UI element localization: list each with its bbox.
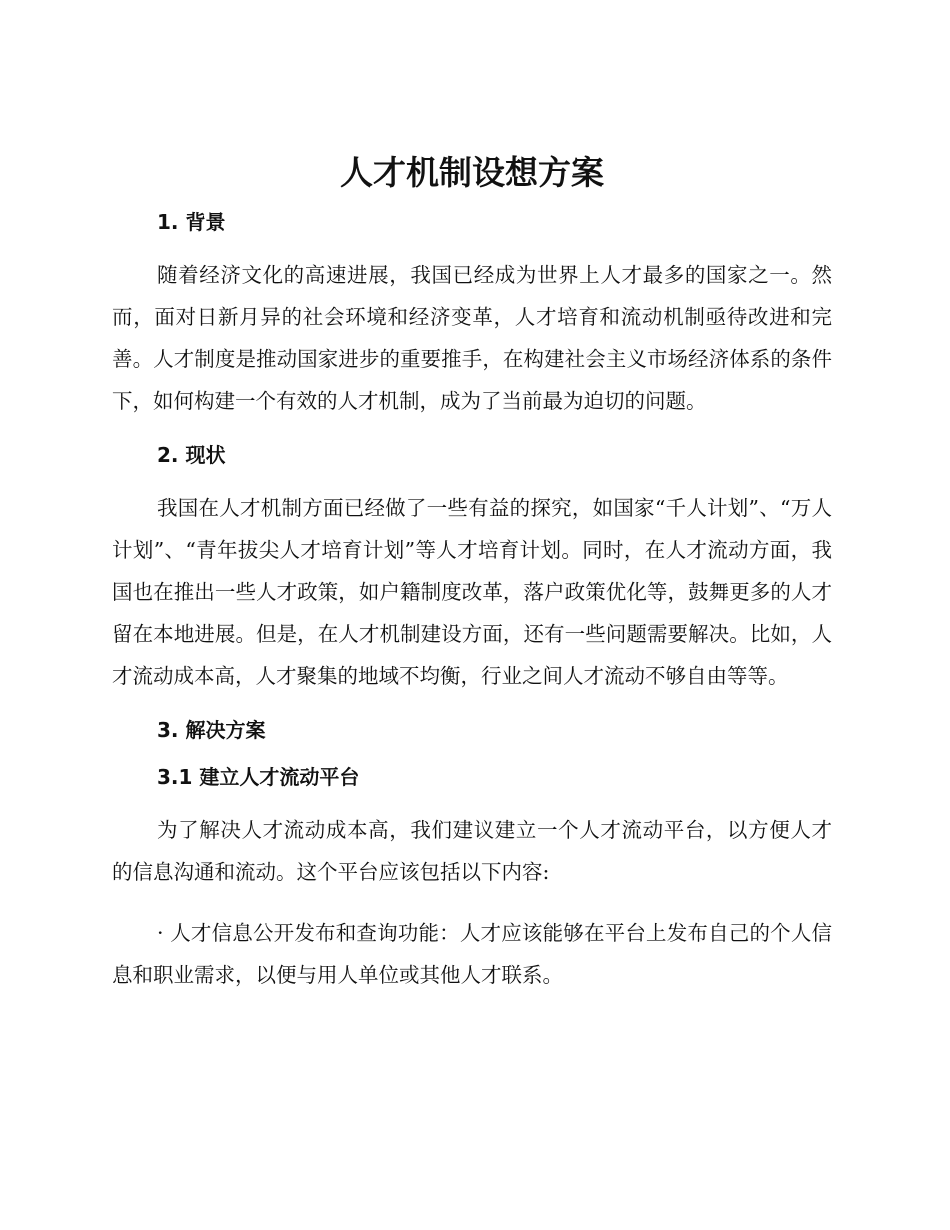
section-heading-status: 2. 现状 — [157, 443, 226, 467]
section-heading-background: 1. 背景 — [157, 210, 226, 234]
bullet-item-info-publishing: · 人才信息公开发布和查询功能：人才应该能够在平台上发布自己的个人信息和职业需求，以便与用人单位或其他人才联系。 — [112, 921, 832, 987]
section-heading-solutions: 3. 解决方案 — [157, 718, 266, 742]
document-title: 人才机制设想方案 — [340, 153, 604, 192]
paragraph-status: 我国在人才机制方面已经做了一些有益的探究，如国家“千人计划”、“万人计划”、“青年拔尖人才培育计划”等人才培育计划。同时，在人才流动方面，我国也在推出一些人才政策，如户籍制度改革，落户政策优化等，鼓舞更多的人才留在本地进展。但是，在人才机制建设方面，还有一些问题需要解决。比如，人才流动成本高，人才聚集的地域不均衡，行业之间人才流动不够自由等等。 — [112, 496, 832, 688]
paragraph-background: 随着经济文化的高速进展，我国已经成为世界上人才最多的国家之一。然而，面对日新月异的社会环境和经济变革，人才培育和流动机制亟待改进和完善。人才制度是推动国家进步的重要推手，在构建社会主义市场经济体系的条件下，如何构建一个有效的人才机制，成为了当前最为迫切的问题。 — [112, 263, 832, 413]
paragraph-talent-platform: 为了解决人才流动成本高，我们建议建立一个人才流动平台，以方便人才的信息沟通和流动。这个平台应该包括以下内容: — [112, 818, 832, 884]
document-body — [112, 148, 832, 996]
section-heading-talent-platform: 3.1 建立人才流动平台 — [157, 765, 360, 789]
